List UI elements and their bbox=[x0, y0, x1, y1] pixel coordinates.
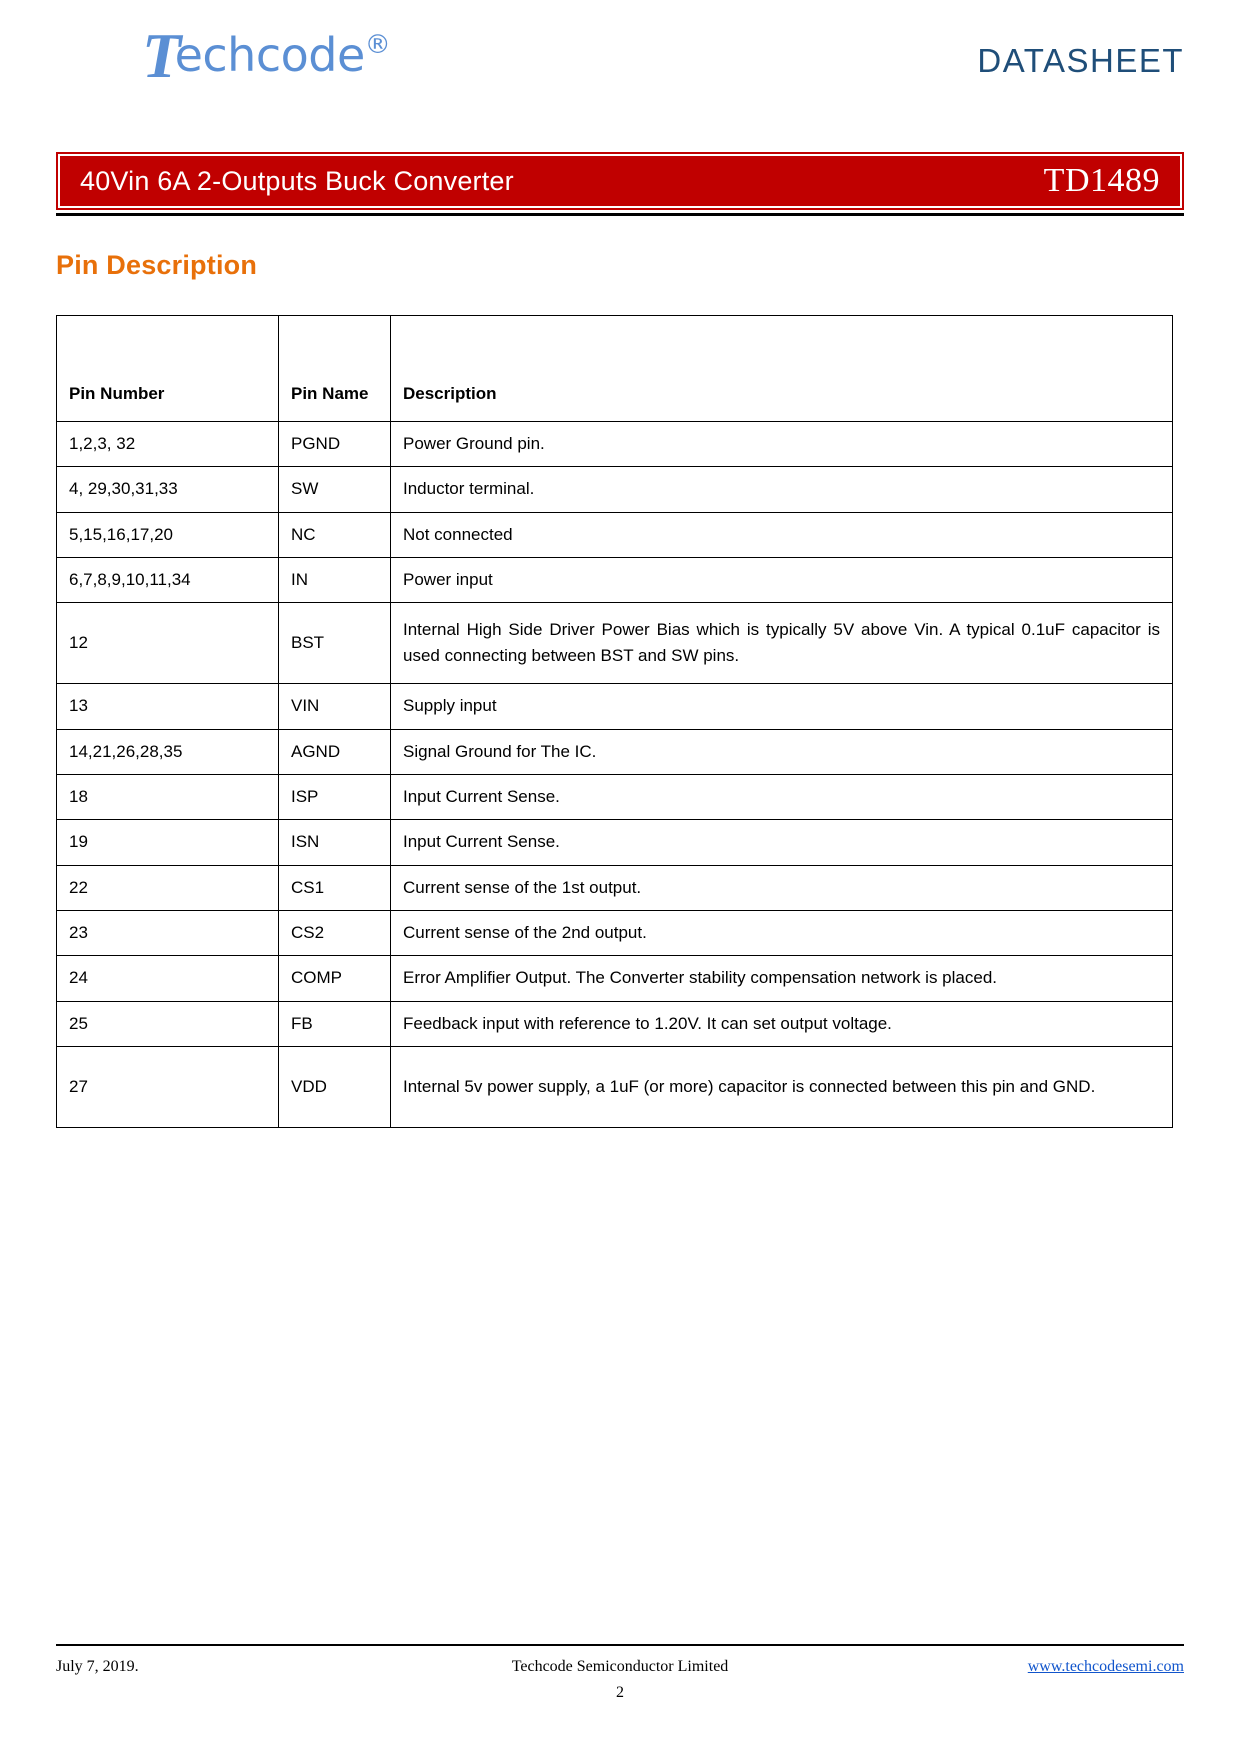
cell-pin-name: BST bbox=[279, 603, 391, 684]
cell-pin-name: PGND bbox=[279, 422, 391, 467]
column-header-pin-name: Pin Name bbox=[279, 316, 391, 422]
table-row bbox=[57, 467, 1173, 512]
table-header-row bbox=[57, 316, 1173, 422]
table-row bbox=[57, 1001, 1173, 1046]
table-row bbox=[57, 558, 1173, 603]
cell-pin-number: 12 bbox=[57, 603, 279, 684]
cell-description: Supply input bbox=[391, 684, 1173, 729]
cell-pin-number: 4, 29,30,31,33 bbox=[57, 467, 279, 512]
cell-description: Current sense of the 2nd output. bbox=[391, 911, 1173, 956]
footer-date: July 7, 2019. bbox=[56, 1658, 139, 1675]
cell-description: Current sense of the 1st output. bbox=[391, 865, 1173, 910]
cell-pin-name: COMP bbox=[279, 956, 391, 1001]
cell-description: Input Current Sense. bbox=[391, 820, 1173, 865]
cell-pin-number: 1,2,3, 32 bbox=[57, 422, 279, 467]
table-row bbox=[57, 1047, 1173, 1128]
table-row bbox=[57, 512, 1173, 557]
cell-description: Feedback input with reference to 1.20V. It can set output voltage. bbox=[391, 1001, 1173, 1046]
cell-pin-name: ISN bbox=[279, 820, 391, 865]
registered-trademark-icon: ® bbox=[364, 29, 391, 60]
title-bar-wrapper bbox=[56, 152, 1184, 216]
cell-pin-name: IN bbox=[279, 558, 391, 603]
table-row bbox=[57, 775, 1173, 820]
product-title: 40Vin 6A 2-Outputs Buck Converter bbox=[80, 165, 514, 196]
table-row bbox=[57, 820, 1173, 865]
cell-pin-name: CS1 bbox=[279, 865, 391, 910]
table-row bbox=[57, 911, 1173, 956]
logo-wordmark: echcode bbox=[174, 28, 365, 82]
cell-pin-number: 24 bbox=[57, 956, 279, 1001]
page-footer bbox=[56, 1644, 1184, 1702]
part-number: TD1489 bbox=[1043, 162, 1160, 199]
datasheet-label: DATASHEET bbox=[977, 42, 1184, 79]
table-row bbox=[57, 603, 1173, 684]
cell-description: Power input bbox=[391, 558, 1173, 603]
table-row bbox=[57, 422, 1173, 467]
cell-description: Input Current Sense. bbox=[391, 775, 1173, 820]
column-header-pin-number: Pin Number bbox=[57, 316, 279, 422]
cell-description: Internal 5v power supply, a 1uF (or more) capacitor is connected between this pin and GND. bbox=[391, 1047, 1173, 1128]
logo-initial: T bbox=[142, 20, 181, 91]
cell-pin-number: 13 bbox=[57, 684, 279, 729]
footer-website-link[interactable]: www.techcodesemi.com bbox=[1027, 1658, 1184, 1675]
cell-pin-name: VDD bbox=[279, 1047, 391, 1128]
cell-description: Internal High Side Driver Power Bias which is typically 5V above Vin. A typical 0.1uF capacitor is used connecting between BST and SW pins. bbox=[391, 603, 1173, 684]
cell-description: Not connected bbox=[391, 512, 1173, 557]
page-header bbox=[56, 0, 1184, 150]
cell-pin-number: 18 bbox=[57, 775, 279, 820]
cell-pin-number: 14,21,26,28,35 bbox=[57, 729, 279, 774]
footer-divider bbox=[56, 1644, 1184, 1646]
page-title: Pin Description bbox=[56, 250, 258, 280]
table-row bbox=[57, 956, 1173, 1001]
footer-row bbox=[56, 1658, 1184, 1682]
cell-pin-number: 6,7,8,9,10,11,34 bbox=[57, 558, 279, 603]
cell-pin-name: AGND bbox=[279, 729, 391, 774]
cell-pin-name: FB bbox=[279, 1001, 391, 1046]
title-bar bbox=[56, 152, 1184, 210]
cell-pin-name: NC bbox=[279, 512, 391, 557]
cell-pin-number: 22 bbox=[57, 865, 279, 910]
cell-pin-name: VIN bbox=[279, 684, 391, 729]
title-underline-rule bbox=[56, 213, 1184, 216]
cell-pin-name: CS2 bbox=[279, 911, 391, 956]
cell-pin-number: 19 bbox=[57, 820, 279, 865]
table-row bbox=[57, 729, 1173, 774]
footer-company-name: Techcode Semiconductor Limited bbox=[511, 1658, 729, 1675]
cell-pin-number: 25 bbox=[57, 1001, 279, 1046]
table-row bbox=[57, 865, 1173, 910]
cell-description: Error Amplifier Output. The Converter stability compensation network is placed. bbox=[391, 956, 1173, 1001]
cell-pin-number: 27 bbox=[57, 1047, 279, 1128]
column-header-description: Description bbox=[391, 316, 1173, 422]
cell-description: Inductor terminal. bbox=[391, 467, 1173, 512]
pin-description-table bbox=[56, 315, 1173, 1128]
cell-pin-name: ISP bbox=[279, 775, 391, 820]
cell-description: Power Ground pin. bbox=[391, 422, 1173, 467]
cell-pin-name: SW bbox=[279, 467, 391, 512]
cell-pin-number: 23 bbox=[57, 911, 279, 956]
table-row bbox=[57, 684, 1173, 729]
footer-page-number: 2 bbox=[616, 1684, 624, 1701]
cell-description: Signal Ground for The IC. bbox=[391, 729, 1173, 774]
cell-pin-number: 5,15,16,17,20 bbox=[57, 512, 279, 557]
techcode-logo bbox=[142, 20, 391, 91]
